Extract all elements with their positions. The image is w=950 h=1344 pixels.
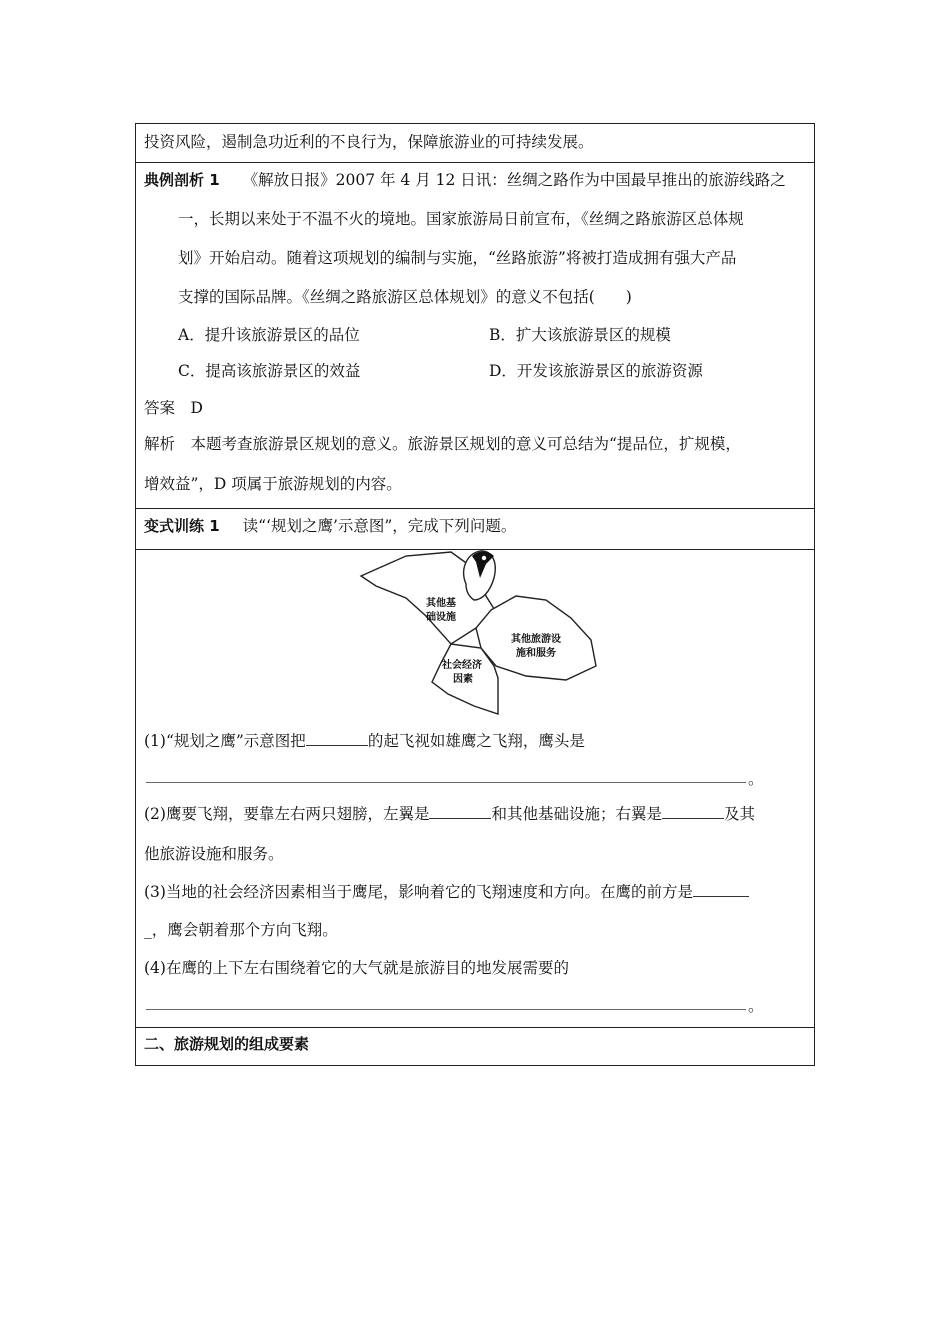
answer-blank[interactable] [693,882,749,897]
example-label: 典例剖析 1 [144,171,220,189]
question-1: (1)“规划之鹰”示意图把 的起飞视如雄鹰之飞翔，鹰头是 [144,732,585,750]
eye-icon [482,556,486,560]
eagle-diagram [356,548,606,718]
answer-text: 答案 D [144,399,203,417]
label-left-wing: 其他基 [426,598,456,609]
label-left-wing: 础设施 [426,612,456,623]
example-line: 一，长期以来处于不温不火的境地。国家旅游局日前宣布，《丝绸之路旅游区总体规 [178,210,744,228]
answer-line[interactable] [146,782,746,783]
question-4: (4)在鹰的上下左右围绕着它的大气就是旅游目的地发展需要的 [144,959,569,977]
label-tail: 社会经济 [442,660,482,671]
row-divider [136,1027,814,1028]
answer-blank[interactable] [306,731,368,746]
label-right-wing: 施和服务 [516,648,556,659]
question-3-cont: _，鹰会朝着那个方向飞翔。 [144,921,338,939]
analysis-text: 解析 本题考查旅游景区规划的意义。旅游景区规划的意义可总结为“提品位，扩规模， [144,435,741,453]
answer-blank[interactable] [662,804,724,819]
example-line: 支撑的国际品牌。《丝绸之路旅游区总体规划》的意义不包括( ) [178,288,632,306]
question-2-cont: 他旅游设施和服务。 [144,845,284,863]
content-table [135,123,815,1066]
exercise-intro: 读“‘规划之鹰’示意图”，完成下列问题。 [242,517,517,535]
option-a: A．提升该旅游景区的品位 [178,326,360,344]
period: 。 [748,770,764,788]
example-block [144,170,786,190]
continuation-text: 投资风险，遏制急功近利的不良行为，保障旅游业的可持续发展。 [144,133,594,151]
answer-line[interactable] [146,1009,746,1010]
label-right-wing: 其他旅游设 [511,634,561,645]
analysis-text: 增效益”，D 项属于旅游规划的内容。 [144,475,402,493]
option-c: C．提高该旅游景区的效益 [178,362,361,380]
exercise-heading [144,516,516,536]
example-line: 划》开始启动。随着这项规划的编制与实施，“丝路旅游”将被打造成拥有强大产品 [178,249,737,267]
option-d: D．开发该旅游景区的旅游资源 [489,362,703,380]
exercise-label: 变式训练 1 [144,517,220,535]
question-3: (3)当地的社会经济因素相当于鹰尾，影响着它的飞翔速度和方向。在鹰的前方是 [144,882,749,902]
period: 。 [748,997,764,1015]
option-b: B．扩大该旅游景区的规模 [489,326,671,344]
section-heading: 二、旅游规划的组成要素 [144,1035,310,1053]
row-divider [136,508,814,509]
example-line: 《解放日报》2007 年 4 月 12 日讯：丝绸之路作为中国最早推出的旅游线路之 [242,171,786,189]
question-2: (2)鹰要飞翔，要靠左右两只翅膀，左翼是 和其他基础设施；右翼是 及其 [144,805,755,823]
answer-blank[interactable] [429,804,491,819]
row-divider [136,162,814,163]
label-tail: 因素 [453,674,473,685]
